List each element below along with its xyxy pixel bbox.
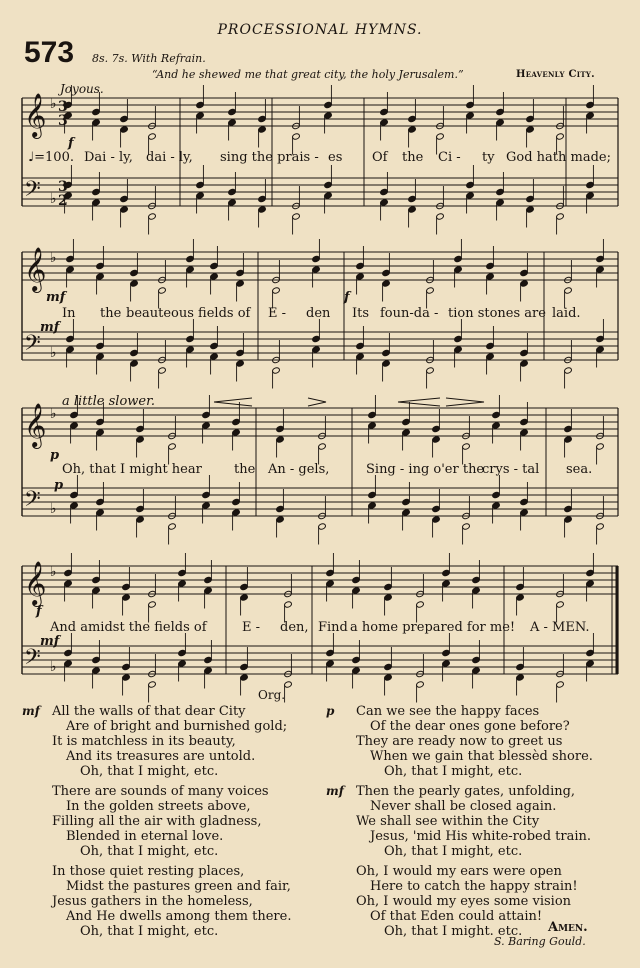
verse-block [356,864,578,939]
lyric-syllable: In [62,306,76,321]
lyric-syllable: tion stones are [448,306,546,321]
verse-line: Here to catch the happy strain! [370,879,578,894]
lyric-syllable: beauteous fields of [126,306,251,321]
verse-refrain: Oh, that I might, etc. [80,764,219,779]
verse-line: Midst the pastures green and fair, [66,879,291,894]
lyric-syllable: Of [372,150,388,165]
dynamic-mark: p [54,478,64,493]
dynamic-mark: f [68,136,74,151]
time-signature: 2 [58,193,68,209]
dynamic-mark: mf [40,634,60,649]
lyric-syllable: Ci - [438,150,461,165]
treble-clef-icon: 𝄞 [24,93,47,137]
bass-clef-icon: 𝄢 [24,331,41,361]
lyric-syllable: den, [280,620,309,635]
tempo-marking: Joyous. [60,82,104,96]
flat-icon: ♭ [50,345,57,361]
verse-line: And its treasures are untold. [66,749,256,764]
verse-dynamic: p [326,704,335,718]
dynamic-mark: p [50,448,60,463]
tune-name: Heavenly City. [516,69,595,80]
lyric-syllable: the [234,462,256,477]
lyric-syllable: Its [352,306,370,321]
lyric-syllable: the [402,150,424,165]
expression-mark: a little slower. [62,394,156,409]
treble-clef-icon: 𝄞 [24,403,47,447]
metronome-marking: ♩=100. [28,150,74,165]
verse-line: Can we see the happy faces [356,704,540,719]
lyric-syllable: the [100,306,122,321]
crescendo-hairpin [214,398,252,406]
bass-clef-icon: 𝄢 [24,177,41,207]
verse-line: Jesus gathers in the homeless, [52,894,253,909]
verse-refrain: Oh, that I might, etc. [384,844,523,859]
verse-line: Oh, I would my eyes some vision [356,894,572,909]
lyric-syllable: crys - tal [482,462,540,477]
verse-block [52,784,269,859]
lyric-syllable: a home prepared for me! [350,620,516,635]
verse-line: We shall see within the City [356,814,540,829]
lyric-syllable: And amidst the fields of [50,620,207,635]
verse-line: Of that Eden could attain! [370,909,543,924]
lyric-syllable: Sing - ing o'er the [366,462,485,477]
treble-clef-icon: 𝄞 [24,561,47,605]
verse-line: Jesus, 'mid His white-robed train. [370,829,592,844]
amen-label: Amen. [548,920,588,935]
verse-refrain: Oh, that I might, etc. [384,764,523,779]
lyric-syllable: dai - ly, [146,150,193,165]
running-title: PROCESSIONAL HYMNS. [217,22,423,38]
verse-line: Never shall be closed again. [370,799,557,814]
lyric-syllable: sea. [566,462,593,477]
verse-dynamic: mf [22,704,40,718]
author-attribution: S. Baring Gould. [494,935,586,948]
verse-line: Filling all the air with gladness, [52,814,262,829]
lyric-syllable: sing the prais - [220,150,319,165]
verse-line: And He dwells among them there. [66,909,292,924]
lyric-syllable: es [328,150,343,165]
flat-icon: ♭ [50,501,57,517]
time-signature: 3 [58,113,68,129]
dynamic-mark: mf [46,290,66,305]
lyric-syllable: laid. [552,306,581,321]
dynamic-mark: f [36,604,42,619]
verse-line: In the golden streets above, [66,799,251,814]
verse-line: When we gain that blessèd shore. [370,749,593,764]
verse-line: In those quiet resting places, [52,864,245,879]
flat-icon: ♭ [50,191,57,207]
flat-icon: ♭ [50,96,57,112]
lyric-syllable: A - MEN. [530,620,590,635]
organ-label: Org. [258,688,286,702]
time-signature: 3 [58,99,68,115]
lyric-syllable: An - gels, [268,462,330,477]
lyric-syllable: Dai - ly, [84,150,133,165]
verse-refrain: Oh, that I might, etc. [80,844,219,859]
verse-line: All the walls of that dear City [52,704,246,719]
verse-block [52,864,291,939]
verse-line: Oh, I would my ears were open [356,864,562,879]
bass-clef-icon: 𝄢 [24,487,41,517]
decrescendo-hairpin [446,398,484,406]
crescendo-hairpin [398,398,440,406]
scripture-quote: “And he shewed me that great city, the holy Jerusalem.” [152,68,464,81]
verse-line: Then the pearly gates, unfolding, [356,784,576,799]
verse-line: Blended in eternal love. [66,829,224,844]
verse-dynamic: mf [326,784,344,798]
verse-line: Are of bright and burnished gold; [66,719,288,734]
lyric-syllable: Oh, that I might hear [62,462,202,477]
flat-icon: ♭ [50,564,57,580]
verse-line: It is matchless in its beauty, [52,734,236,749]
hymn-number: 573 [24,36,75,69]
lyric-syllable: E - [242,620,261,635]
lyric-syllable: Find [318,620,348,635]
flat-icon: ♭ [50,250,57,266]
time-signature: 3 [58,179,68,195]
flat-icon: ♭ [50,406,57,422]
lyric-syllable: E - [268,306,287,321]
verse-line: There are sounds of many voices [52,784,269,799]
decrescendo-hairpin [308,398,326,406]
bass-clef-icon: 𝄢 [24,645,41,675]
dynamic-mark: mf [40,320,60,335]
meter-label: 8s. 7s. With Refrain. [92,52,206,65]
lyric-syllable: foun-da - [380,306,439,321]
verse-block [356,704,593,779]
lyric-syllable: den [306,306,331,321]
verse-block [52,704,287,779]
lyric-syllable: God hath made; [506,150,611,165]
flat-icon: ♭ [50,659,57,675]
lyric-syllable: ty [482,150,495,165]
treble-clef-icon: 𝄞 [24,247,47,291]
verse-line: Of the dear ones gone before? [370,719,570,734]
dynamic-mark: f [344,290,350,305]
verse-line: They are ready now to greet us [356,734,563,749]
verse-refrain: Oh, that I might. etc. [384,924,523,939]
verse-refrain: Oh, that I might, etc. [80,924,219,939]
verse-block [356,784,591,859]
